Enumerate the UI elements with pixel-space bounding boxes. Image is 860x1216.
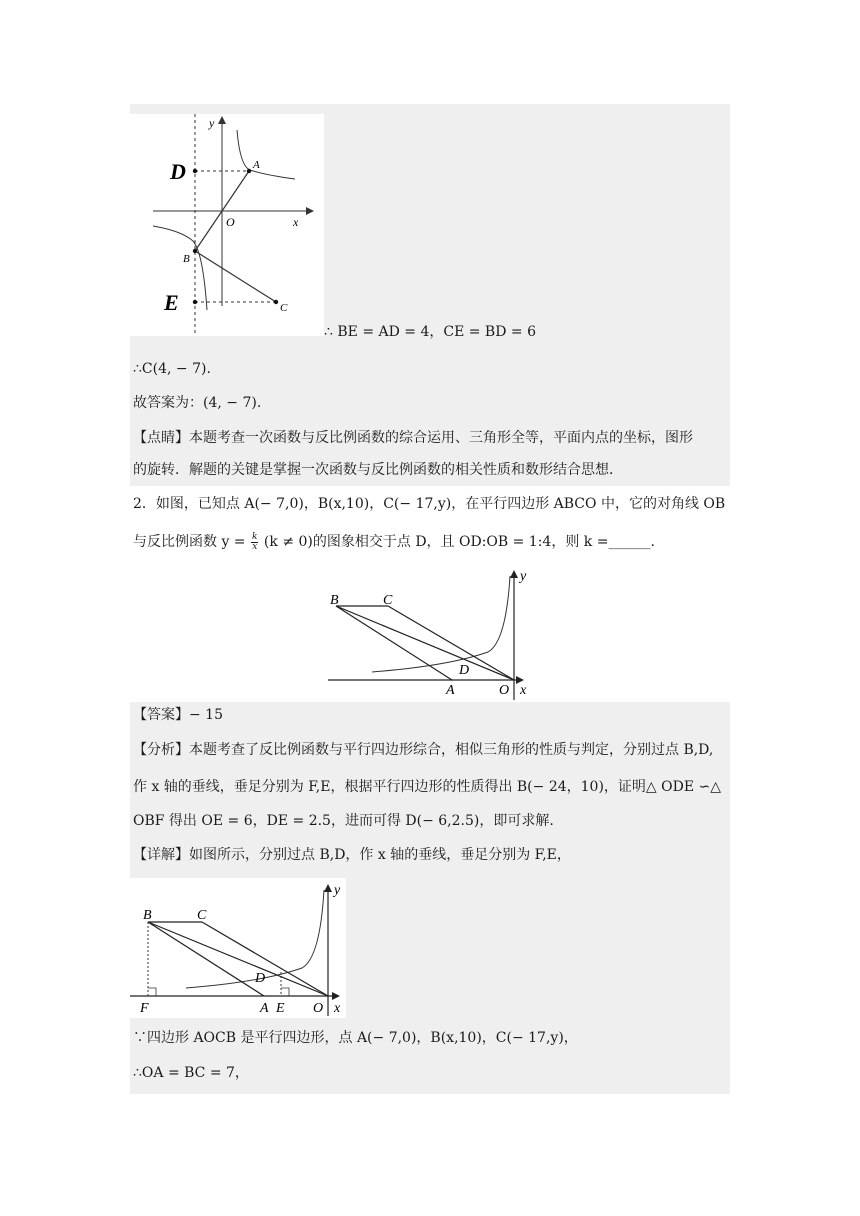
q2-fraction: [251, 533, 258, 552]
answer-line-6: ∵四边形 AOCB 是平行四边形，点 A(− 7,0)，B(x,10)，C(− 17,y)，: [133, 1030, 578, 1046]
fig3-label-o: O: [313, 1001, 324, 1016]
fig2-label-d: D: [459, 663, 470, 678]
fig2-label-x: x: [520, 683, 527, 698]
answer-line-7: ∴OA = BC = 7，: [133, 1065, 249, 1081]
top-line-5: 的旋转．解题的关键是掌握一次函数与反比例函数的相关性质和数形结合思想．: [133, 462, 623, 478]
q2-fraction-num: k: [252, 531, 258, 542]
q2-fraction-den: x: [252, 541, 258, 552]
top-line-2: ∴C(4, − 7).: [133, 361, 211, 377]
fig1-label-o: O: [226, 215, 235, 229]
answer-line-4: OBF 得出 OE = 6，DE = 2.5，进而可得 D(− 6,2.5)，即可求解.: [133, 813, 554, 829]
fig2-label-y: y: [520, 569, 527, 584]
fig3-label-b: B: [143, 908, 152, 923]
fig2-label-b: B: [330, 593, 339, 608]
fig1-label-b: B: [183, 253, 190, 265]
fig3-label-e: E: [276, 1001, 285, 1016]
answer-line-5: 【详解】如图所示，分别过点 B,D，作 x 轴的垂线，垂足分别为 F,E，: [133, 847, 571, 863]
answer-line-2: 【分析】本题考查了反比例函数与平行四边形综合，相似三角形的性质与判定，分别过点 B,D,: [133, 742, 714, 758]
fig2-label-c: C: [383, 593, 393, 608]
figure-3-graph: [130, 878, 346, 1018]
answer-line-3: 作 x 轴的垂线，垂足分别为 F,E，根据平行四边形的性质得出 B(− 24，10)，证明△ ODE ∽△: [133, 779, 722, 795]
answer-line-1: 【答案】− 15: [133, 707, 223, 723]
fig1-label-x: x: [293, 215, 299, 229]
fig3-label-f: F: [140, 1001, 149, 1016]
q2-line-2-pre: 与反比例函数 y =: [133, 534, 246, 550]
fig2-label-a: A: [446, 683, 455, 698]
fig1-label-e: E: [164, 290, 179, 315]
top-line-1-tail: ∴ BE = AD = 4，CE = BD = 6: [324, 324, 536, 340]
top-line-3: 故答案为：(4, − 7).: [133, 395, 262, 411]
fig3-label-y: y: [334, 883, 341, 898]
figure-2-graph: [328, 566, 534, 702]
fig3-label-c: C: [197, 908, 207, 923]
figure-1-graph: [130, 114, 324, 336]
top-line-4: 【点睛】本题考查一次函数与反比例函数的综合运用、三角形全等，平面内点的坐标，图形: [133, 430, 693, 446]
fig3-label-a: A: [260, 1001, 269, 1016]
fig2-label-o: O: [499, 683, 510, 698]
q2-line-1: 2．如图，已知点 A(− 7,0)，B(x,10)，C(− 17,y)，在平行四边形 ABCO 中，它的对角线 OB: [133, 496, 726, 512]
fig1-label-a: A: [253, 159, 260, 171]
q2-line-2-post: (k ≠ 0)的图象相交于点 D，且 OD:OB = 1:4，则 k =______.: [263, 534, 655, 550]
fig3-label-d: D: [255, 971, 266, 986]
fig1-label-d: D: [170, 159, 186, 184]
q2-line-2: [133, 532, 655, 552]
fig3-label-x: x: [334, 1001, 341, 1016]
fig1-label-y: y: [209, 116, 215, 130]
fig1-label-c: C: [280, 302, 288, 314]
